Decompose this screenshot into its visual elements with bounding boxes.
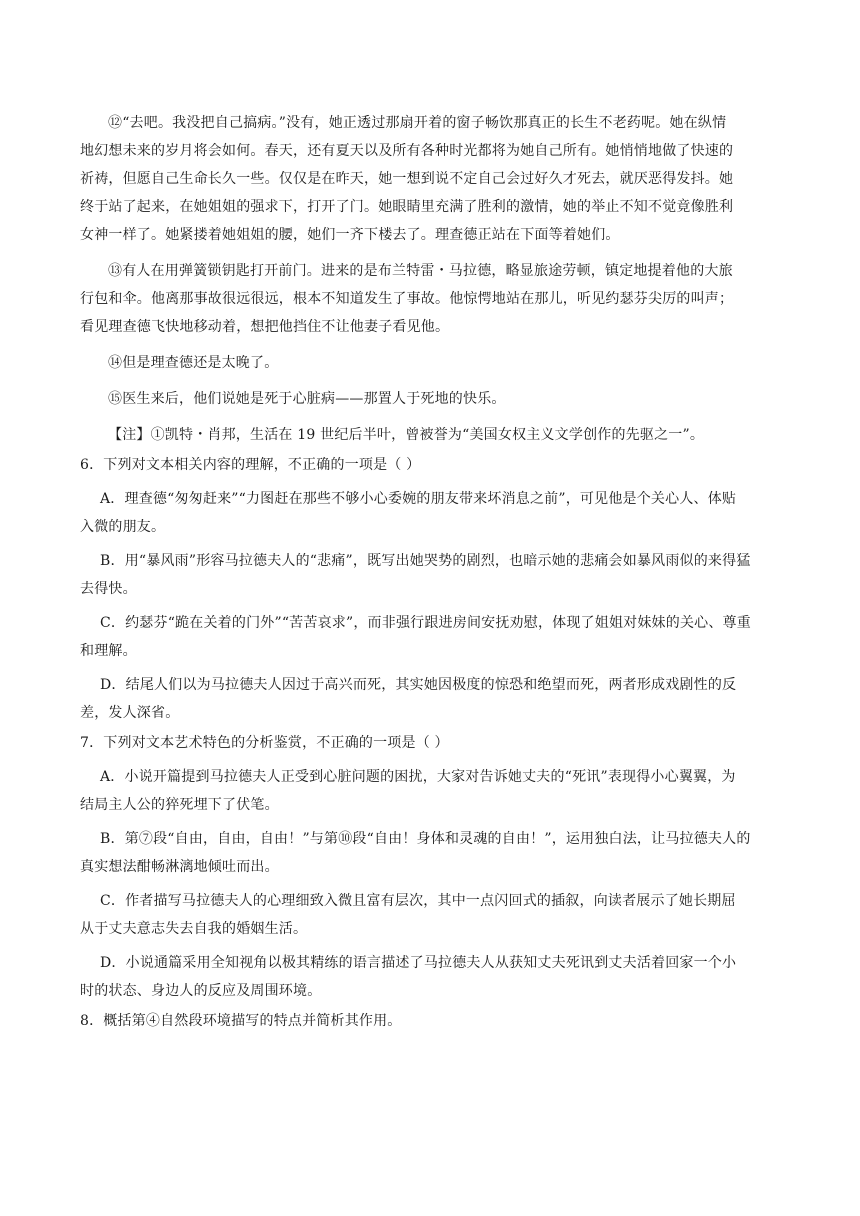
- option-c: [80, 609, 780, 665]
- paragraph-line: 祈祷，但愿自己生命长久一些。仅仅是在昨天，她一想到说不定自己会过好久才死去，就厌恶得发抖。她: [80, 171, 734, 187]
- paragraph-line: 终于站了起来，在她姐姐的强求下，打开了门。她眼睛里充满了胜利的激情，她的举止不知不觉竟像胜利: [80, 199, 734, 215]
- option-text: D．结尾人们以为马拉德夫人因过于高兴而死，其实她因极度的惊恐和绝望而死，两者形成戏剧性的反: [100, 677, 737, 693]
- option-text-cont: 结局主人公的猝死埋下了伏笔。: [80, 797, 279, 813]
- question-6: [80, 451, 780, 727]
- option-d: [80, 671, 780, 727]
- option-c: [80, 887, 780, 943]
- option-text: B．用“暴风雨”形容马拉德夫人的“悲痛”，既写出她哭势的剧烈，也暗示她的悲痛会如暴风雨似的来得猛: [100, 553, 751, 569]
- paragraph-line: 行包和伞。他离那事故很远很远，根本不知道发生了事故。他惊愕地站在那儿，听见约瑟芬尖厉的叫声；: [80, 291, 734, 307]
- option-text: A．小说开篇提到马拉德夫人正受到心脏问题的困扰，大家对告诉她丈夫的“死讯”表现得小心翼翼，为: [100, 769, 736, 785]
- paragraph-line: 地幻想未来的岁月将会如何。春天，还有夏天以及所有各种时光都将为她自己所有。她悄悄地做了快速的: [80, 143, 734, 159]
- option-text: C．约瑟芬“跪在关着的门外”“苦苦哀求”，而非强行跟进房间安抚劝慰，体现了姐姐对妹妹的关心、尊重: [100, 615, 751, 631]
- paragraph-line: ⑬有人在用弹簧锁钥匙打开前门。进来的是布兰特雷・马拉德，略显旅途劳顿，镇定地提着他的大旅: [108, 263, 733, 279]
- paragraph-line: 看见理查德飞快地移动着，想把他挡住不让他妻子看见他。: [80, 319, 450, 335]
- option-text: B．第⑦段“自由，自由，自由！”与第⑩段“自由！身体和灵魂的自由！”，运用独白法，让马拉德夫人的: [100, 831, 751, 847]
- option-d: [80, 949, 780, 1005]
- question-7: [80, 729, 780, 1005]
- option-text-cont: 差，发人深省。: [80, 705, 180, 721]
- option-text: C．作者描写马拉德夫人的心理细致入微且富有层次，其中一点闪回式的插叙，向读者展示了她长期屈: [100, 893, 736, 909]
- document-content: [80, 109, 780, 1035]
- paragraph-15: ⑮医生来后，他们说她是死于心脏病——那置人于死地的快乐。: [108, 391, 506, 407]
- option-a: [80, 485, 780, 541]
- option-text-cont: 从于丈夫意志失去自我的婚姻生活。: [80, 921, 308, 937]
- option-text: A．理查德“匆匆赶来”“力图赶在那些不够小心委婉的朋友带来坏消息之前”，可见他是个关心人、体贴: [100, 491, 737, 507]
- option-text-cont: 真实想法酣畅淋漓地倾吐而出。: [80, 859, 279, 875]
- question-8: [80, 1007, 780, 1035]
- option-text-cont: 去得快。: [80, 581, 137, 597]
- option-text-cont: 入微的朋友。: [80, 519, 166, 535]
- question-stem: 6．下列对文本相关内容的理解，不正确的一项是（ ）: [80, 457, 421, 473]
- option-text-cont: 时的状态、身边人的反应及周围环境。: [80, 983, 322, 999]
- option-text-cont: 和理解。: [80, 643, 137, 659]
- paragraph-line: 女神一样了。她紧搂着她姐姐的腰，她们一齐下楼去了。理查德正站在下面等着她们。: [80, 227, 620, 243]
- question-stem: 7．下列对文本艺术特色的分析鉴赏，不正确的一项是（ ）: [80, 735, 449, 751]
- option-text: D．小说通篇采用全知视角以极其精练的语言描述了马拉德夫人从获知丈夫死讯到丈夫活着回家一个小: [100, 955, 737, 971]
- option-b: [80, 825, 780, 881]
- footnote: 【注】①凯特・肖邦，生活在 19 世纪后半叶，曾被誉为“美国女权主义文学创作的先驱之一”。: [108, 427, 705, 443]
- paragraph-14: ⑭但是理查德还是太晚了。: [108, 355, 279, 371]
- question-stem: 8．概括第④自然段环境描写的特点并简析其作用。: [80, 1013, 402, 1029]
- option-b: [80, 547, 780, 603]
- paragraph-line: ⑫“去吧。我没把自己搞病。”没有，她正透过那扇开着的窗子畅饮那真正的长生不老药呢。她在纵情: [108, 115, 727, 131]
- paragraph-12: [80, 109, 780, 249]
- option-a: [80, 763, 780, 819]
- paragraph-13: [80, 257, 780, 341]
